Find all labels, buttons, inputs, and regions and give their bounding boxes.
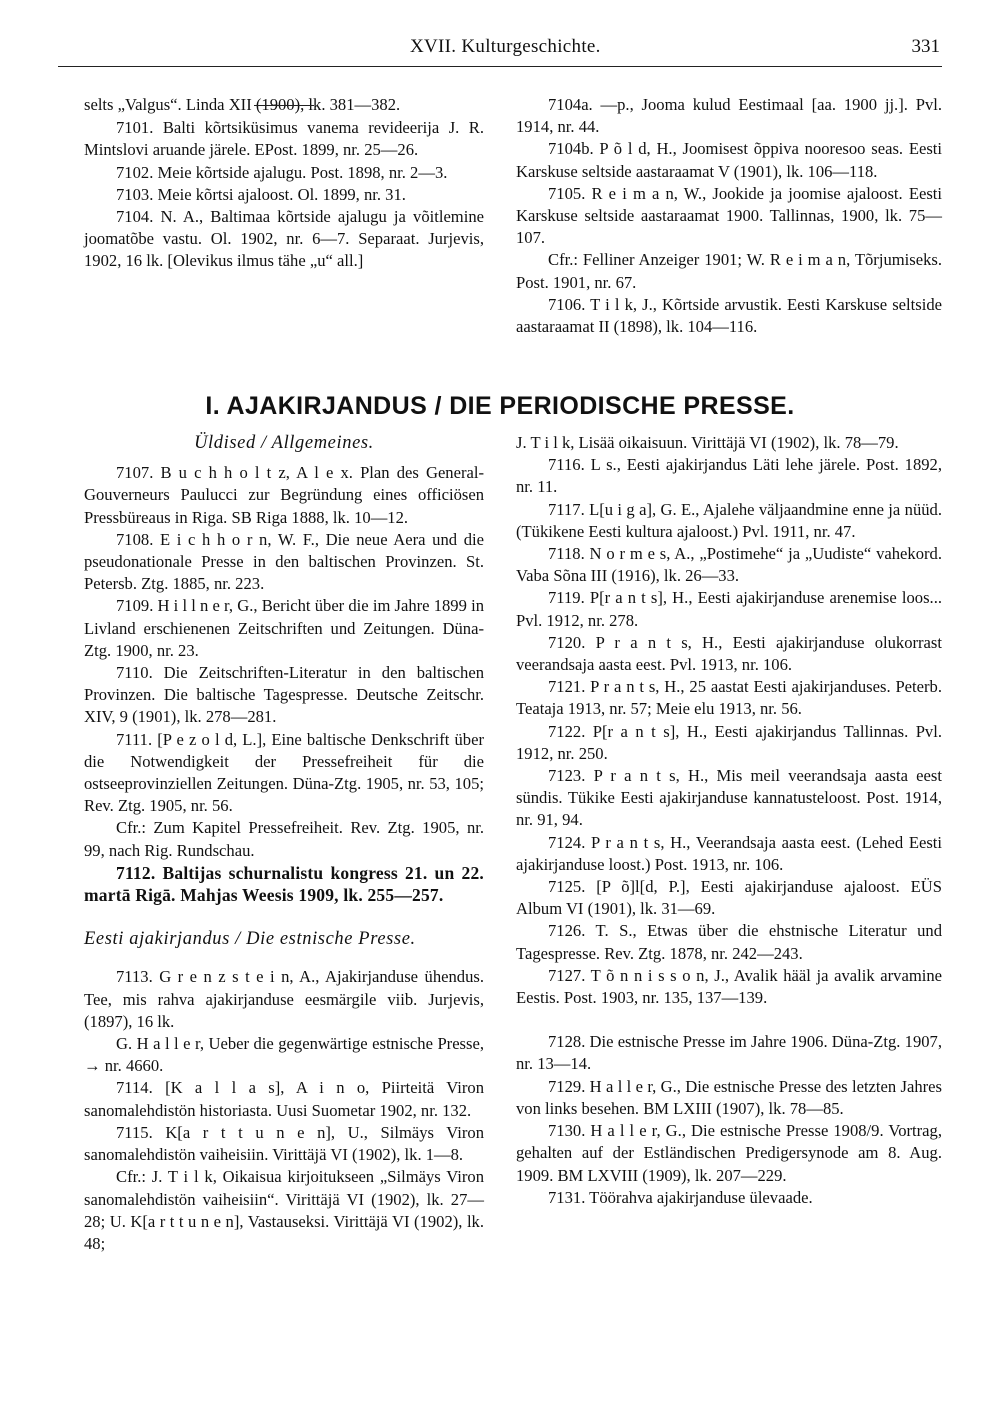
page-header [60, 36, 940, 66]
entry: 7113. G r e n z s t e i n, A., Ajakirjanduse ühendus. Tee, mis rahva ajakirjanduse eesmärgile viib. Jurjevis, (1897), 16 lk. [84, 967, 484, 1031]
entry: 7129. H a l l e r, G., Die estnische Presse des letzten Jahres von links besehen. BM LXIII (1907), lk. 78—85. [516, 1076, 942, 1118]
entry: 7104. N. A., Baltimaa kõrtside ajalugu ja võitlemine joomatõbe vastu. Ol. 1902, nr. 6—7. Separaat. Jurjevis, 1902, 16 lk. [Olevikus ilmus tähe „u“ all.] [84, 207, 484, 271]
entry: 7104b. P õ l d, H., Joomisest õppiva nooresoo seas. Eesti Karskuse seltside aastaraamat V (1901), lk. 106—118. [516, 139, 942, 181]
subheading-general: Üldised / Allgemeines. [194, 433, 374, 453]
spacer [84, 906, 484, 928]
entry: 7125. [P õ]l[d, P.], Eesti ajakirjanduse ajaloost. EÜS Album VI (1901), lk. 31—69. [516, 877, 942, 919]
entry: 7122. P[r a n t s], H., Eesti ajakirjandus Tallinnas. Pvl. 1912, nr. 250. [516, 721, 942, 763]
entry: 7127. T õ n n i s s o n, J., Avalik hääl ja avalik arvamine Eestis. Post. 1903, nr. 135, 137—139. [516, 965, 942, 1008]
entry: 7103. Meie kõrtsi ajaloost. Ol. 1899, nr. 31. [116, 184, 406, 204]
page-number: 331 [911, 36, 940, 57]
entry: 7114. [K a l l a s], A i n o, Piirteitä Viron sanomalehdistön historiasta. Uusi Suometar 1902, nr. 132. [84, 1078, 484, 1120]
spacer [516, 1009, 942, 1031]
entry: 7106. T i l k, J., Kõrtside arvustik. Eesti Karskuse seltside aastaraamat II (1898), lk. 104—116. [516, 294, 942, 337]
entry: 7117. L[u i g a], G. E., Ajalehe väljaandmine enne ja nüüd. (Tükikene Eesti kultura ajaloost.) Pvl. 1911, nr. 47. [516, 499, 942, 541]
entry: Cfr.: J. T i l k, Oikaisua kirjoitukseen „Silmäys Viron sanomalehdistön vaiheisiin“. Virittäjä VI (1902), lk. 27—28; U. K[a r t t u n e n], Vastauseksi. Virittäjä VI (1902), lk. 48; [84, 1167, 484, 1253]
entry-fraktur: 7112. Baltijas schurnalistu kongress 21. un 22. martā Rigā. Mahjas Weesis 1909, lk. 255—257. [84, 862, 484, 906]
entry: 7121. P r a n t s, H., 25 aastat Eesti ajakirjanduses. Peterb. Teataja 1913, nr. 57; Meie elu 1913, nr. 56. [516, 677, 942, 719]
entry: selts „Valgus“. Linda XII (1900), lk. 381—382. [84, 95, 401, 114]
section-title: I. AJAKIRJANDUS / DIE PERIODISCHE PRESSE. [205, 392, 795, 420]
entry: 7120. P r a n t s, H., Eesti ajakirjanduse olukorrast veerandsaja aasta eest. Pvl. 1913, nr. 106. [516, 632, 942, 675]
spacer [84, 958, 484, 966]
separator-line [254, 105, 314, 106]
entry: 7108. E i c h h o r n, W. F., Die neue Aera und die pseudonationale Presse in den baltischen Provinzen. St. Petersb. Ztg. 1885, nr. 223. [84, 529, 484, 594]
entry: 7105. R e i m a n, W., Jookide ja joomise ajaloost. Eesti Karskuse seltside aastaraamat 1900. Tallinnas, 1900, lk. 75—107. [516, 183, 942, 248]
entry: Cfr.: Zum Kapitel Pressefreiheit. Rev. Ztg. 1905, nr. 99, nach Rig. Rundschau. [84, 818, 484, 860]
running-title: XVII. Kulturgeschichte. [410, 36, 601, 57]
column-top-right [516, 94, 942, 338]
entry: 7123. P r a n t s, H., Mis meil veerandsaja aasta eest sündis. Tükike Eesti ajakirjanduse kannatusteloost. Post. 1914, nr. 91, 94. [516, 766, 942, 830]
entry: 7104a. —p., Jooma kulud Eestimaal [aa. 1900 jj.]. Pvl. 1914, nr. 44. [516, 95, 942, 137]
entry: 7102. Meie kõrtside ajalugu. Post. 1898, nr. 2—3. [116, 162, 448, 182]
entry: 7116. L s., Eesti ajakirjandus Läti lehe järele. Post. 1892, nr. 11. [516, 455, 942, 497]
entry: 7101. Balti kõrtsiküsimus vanema revideerija J. R. Mintslovi aruande järele. EPost. 1899, nr. 25—26. [84, 118, 484, 160]
column-right-main [516, 432, 942, 1209]
entry: 7124. P r a n t s, H., Veerandsaja aasta eest. (Lehed Eesti ajakirjanduse loost.) Post. 1913, nr. 106. [516, 832, 942, 874]
entry: 7131. Töörahva ajakirjanduse ülevaade. [548, 1187, 813, 1207]
entry: 7119. P[r a n t s], H., Eesti ajakirjanduse arenemise loos... Pvl. 1912, nr. 278. [516, 588, 942, 630]
entry: 7110. Die Zeitschriften-Literatur in den baltischen Provinzen. Die baltische Tagespresse. Deutsche Zeitschr. XIV, 9 (1901), lk. 278—281. [84, 663, 484, 727]
entry: 7107. B u c h h o l t z, A l e x. Plan des General-Gouverneurs Paulucci zur Begründung eines officiösen Pressbüreaus in Riga. SB Riga 1888, lk. 10—12. [84, 463, 484, 527]
entry: 7128. Die estnische Presse im Jahre 1906. Düna-Ztg. 1907, nr. 13—14. [516, 1032, 942, 1074]
entry: 7126. T. S., Etwas über die ehstnische Literatur und Tagespresse. Rev. Ztg. 1878, nr. 242—243. [516, 921, 942, 963]
header-rule [58, 66, 942, 67]
entry: 7109. H i l l n e r, G., Bericht über die im Jahre 1899 in Livland erschienenen Zeitschriften und Zeitungen. Düna-Ztg. 1900, nr. 23. [84, 596, 484, 660]
entry: Cfr.: Felliner Anzeiger 1901; W. R e i m a n, Tõrjumiseks. Post. 1901, nr. 67. [516, 250, 942, 292]
column-left-main [84, 432, 484, 1255]
column-top-left [84, 94, 484, 273]
entry: 7130. H a l l e r, G., Die estnische Presse 1908/9. Vortrag, gehalten auf der Estländischen Predigersynode am 8. Aug. 1909. BM LXVIII (1909), lk. 207—229. [516, 1121, 942, 1185]
entry: G. H a l l e r, Ueber die gegenwärtige estnische Presse, → nr. 4660. [84, 1034, 484, 1076]
entry: 7111. [P e z o l d, L.], Eine baltische Denkschrift über die Notwendigkeit der Pressefreiheit für die ostseeprovinziellen Zeitungen. Düna-Ztg. 1905, nr. 53, 105; Rev. Ztg. 1905, nr. 56. [84, 729, 484, 816]
entry: 7118. N o r m e s, A., „Postimehe“ ja „Uudiste“ vahekord. Vaba Sõna III (1916), lk. 26—33. [516, 544, 942, 586]
entry: J. T i l k, Lisää oikaisuun. Virittäjä VI (1902), lk. 78—79. [516, 433, 899, 452]
subheading-estonian: Eesti ajakirjandus / Die estnische Presse. [84, 929, 416, 950]
entry: 7115. K[a r t t u n e n], U., Silmäys Viron sanomalehdistön vaiheisiin. Virittäjä VI (1902), lk. 1—8. [84, 1122, 484, 1165]
